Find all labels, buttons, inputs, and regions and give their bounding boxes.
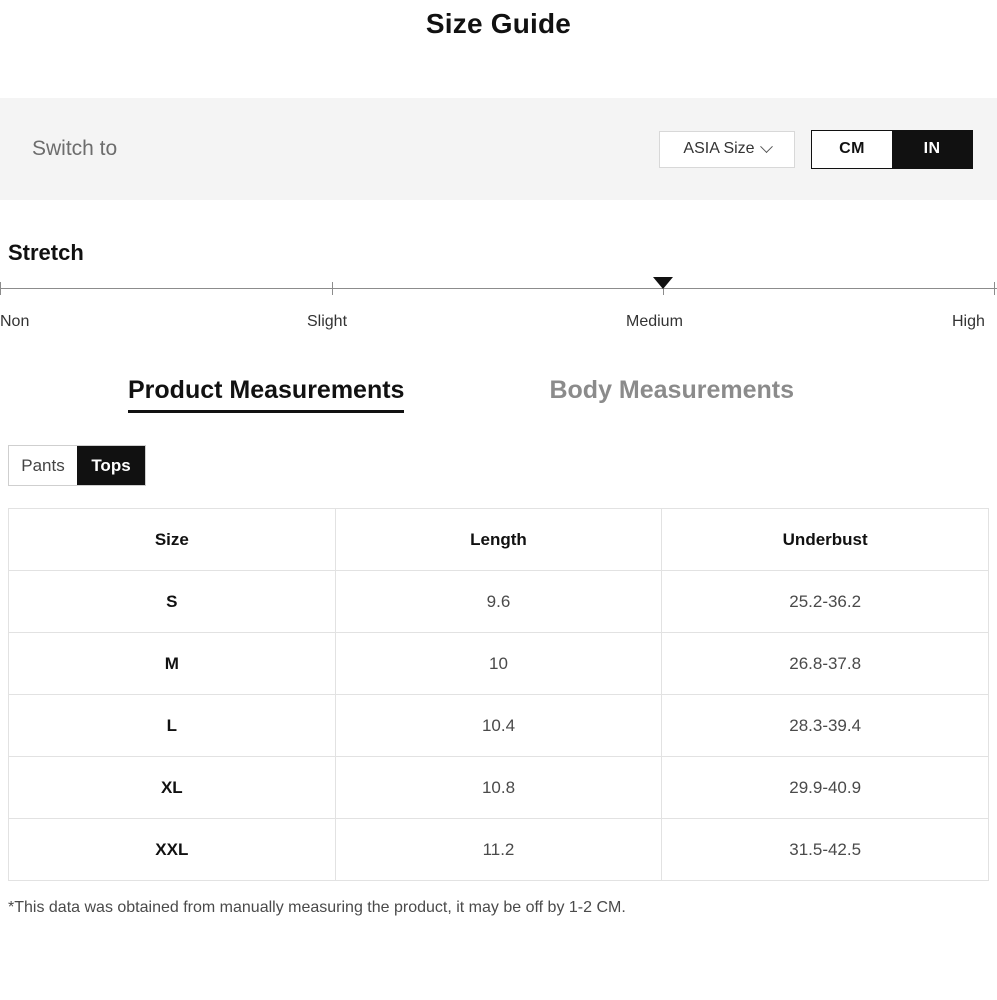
chevron-down-icon	[760, 140, 773, 153]
table-row	[9, 633, 989, 695]
category-toggle[interactable]	[8, 445, 146, 486]
cell-size: XL	[9, 757, 336, 819]
stretch-label-high: High	[952, 313, 985, 330]
unit-option-cm[interactable]: CM	[812, 131, 892, 168]
switch-to-label: Switch to	[32, 137, 118, 160]
cell-underbust: 25.2-36.2	[662, 571, 989, 633]
cell-length: 9.6	[335, 571, 662, 633]
table-row	[9, 819, 989, 881]
column-header-underbust: Underbust	[662, 509, 989, 571]
unit-option-in[interactable]: IN	[892, 131, 972, 168]
cell-length: 10	[335, 633, 662, 695]
page-title: Size Guide	[425, 8, 572, 39]
unit-toggle[interactable]	[811, 130, 973, 169]
tab-pants[interactable]: Pants	[9, 446, 77, 485]
table-row	[9, 695, 989, 757]
stretch-tick-non	[0, 282, 1, 295]
table-footnote: *This data was obtained from manually measuring the product, it may be off by 1-2 CM.	[8, 899, 626, 916]
cell-length: 10.8	[335, 757, 662, 819]
cell-size: XXL	[9, 819, 336, 881]
tab-tops[interactable]: Tops	[77, 446, 145, 485]
stretch-heading: Stretch	[8, 240, 84, 265]
column-header-size: Size	[9, 509, 336, 571]
column-header-length: Length	[335, 509, 662, 571]
cell-underbust: 26.8-37.8	[662, 633, 989, 695]
tab-product-measurements[interactable]: Product Measurements	[128, 376, 404, 413]
cell-underbust: 28.3-39.4	[662, 695, 989, 757]
cell-size: L	[9, 695, 336, 757]
switch-controls	[659, 130, 973, 169]
measurement-tabs	[0, 376, 997, 413]
stretch-label-slight: Slight	[307, 313, 348, 330]
cell-underbust: 29.9-40.9	[662, 757, 989, 819]
switch-unit-bar	[0, 98, 997, 200]
cell-size: M	[9, 633, 336, 695]
size-table	[8, 508, 989, 881]
cell-size: S	[9, 571, 336, 633]
stretch-scale	[0, 288, 997, 360]
cell-length: 10.4	[335, 695, 662, 757]
cell-underbust: 31.5-42.5	[662, 819, 989, 881]
stretch-label-medium: Medium	[626, 313, 683, 330]
stretch-tick-high	[994, 282, 995, 295]
tab-body-measurements[interactable]: Body Measurements	[549, 376, 794, 404]
table-row	[9, 571, 989, 633]
region-size-select[interactable]	[659, 131, 795, 168]
stretch-label-non: Non	[0, 313, 30, 330]
stretch-tick-slight	[332, 282, 333, 295]
region-size-value: ASIA Size	[683, 140, 755, 157]
table-row	[9, 757, 989, 819]
cell-length: 11.2	[335, 819, 662, 881]
stretch-marker-icon	[653, 277, 673, 289]
table-header-row	[9, 509, 989, 571]
stretch-axis-line	[0, 288, 997, 289]
